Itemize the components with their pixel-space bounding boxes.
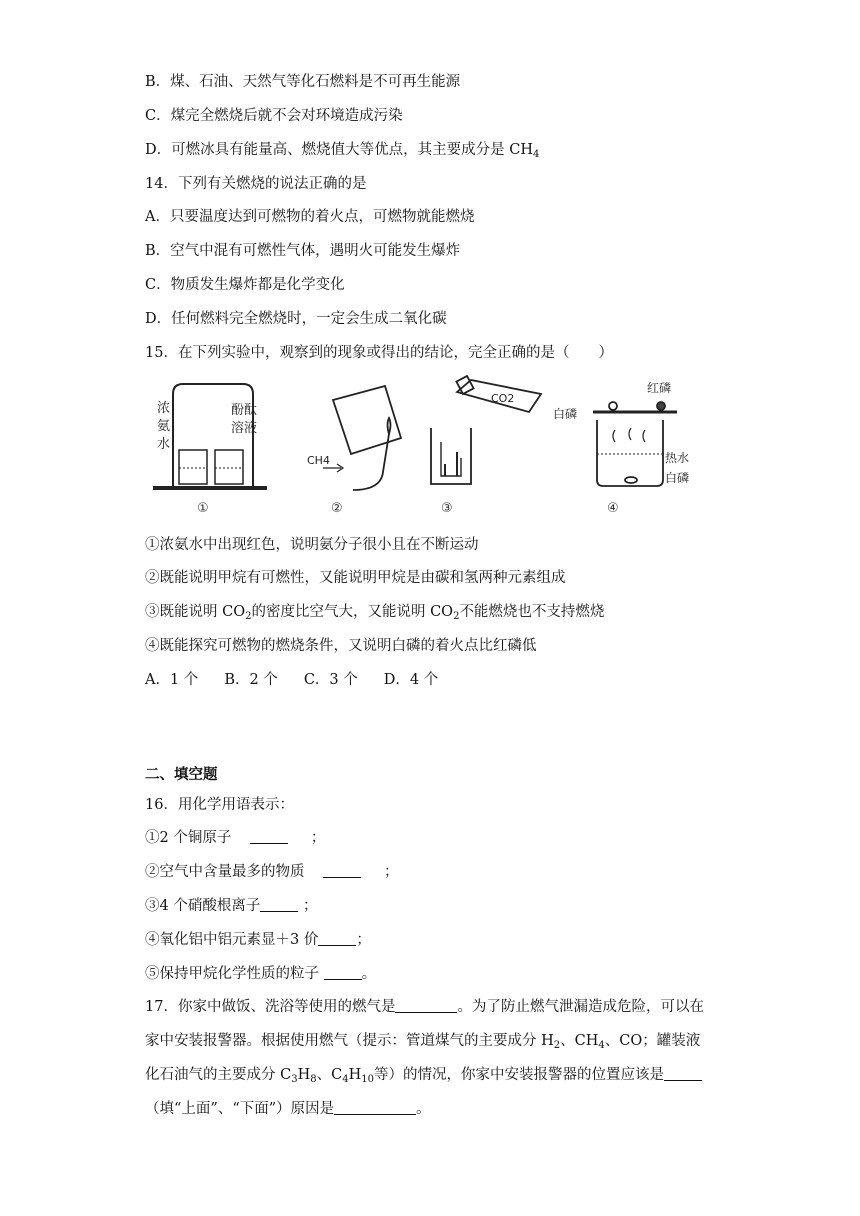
q15-option-b: B．2 个 [224,672,278,688]
label-co2: CO2 [491,392,515,405]
q13-option-c: C．煤完全燃烧后就不会对环境造成污染 [145,108,403,124]
q16-item-2: ②空气中含量最多的物质 ； [145,864,399,880]
q16-item-3: ③4 个硝酸根离子 ； [145,898,318,914]
experiment-1-bell-jar [153,384,267,488]
q14-option-d: D．任何燃料完全燃烧时，一定会生成二氧化碳 [145,311,447,327]
q13-option-d: D．可燃冰具有能量高、燃烧值大等优点，其主要成分是 $CH_4$ [145,142,540,160]
label-phenol-1: 酚酞 [231,403,258,418]
q16-item-4: ④氧化铝中铝元素显＋3 价 ； [145,932,371,948]
label-phenol-2: 溶液 [231,421,258,436]
q15-statement-1: ①浓氨水中出现红色，说明氨分子很小且在不断运动 [145,537,479,553]
q14-option-b: B．空气中混有可燃性气体，遇明火可能发生爆炸 [145,243,461,259]
q15-stem: 15．在下列实验中，观察到的现象或得出的结论，完全正确的是（ ） [145,345,613,361]
q17-line-1: 17．你家中做饭、洗浴等使用的燃气是 。为了防止燃气泄漏造成危险，可以在 [145,999,704,1015]
experiment-figure [145,372,695,522]
section-title-fill-blank: 二、填空题 [145,766,218,783]
label-white-phosphorus-bottom: 白磷 [665,471,690,485]
answer-blank [334,1100,416,1115]
label-conc-1: 浓 [157,401,171,416]
label-white-phosphorus-left: 白磷 [553,407,578,421]
q14-option-a: A．只要温度达到可燃物的着火点，可燃物就能燃烧 [145,209,475,225]
q17-line-2: 家中安装报警器。根据使用燃气（提示：管道煤气的主要成分 $H_2$、$CH_4$、CO；罐装液 [145,1033,701,1051]
figure-number-2: ② [331,501,343,516]
q15-option-d: D．4 个 [383,672,439,688]
q16-stem: 16．用化学用语表示： [145,797,294,813]
answer-blank [260,897,298,912]
experiment-2-methane [323,386,401,490]
q13-option-b: B．煤、石油、天然气等化石燃料是不可再生能源 [145,74,461,90]
q14-stem: 14．下列有关燃烧的说法正确的是 [145,176,367,192]
figure-number-3: ③ [441,501,453,516]
q15-statement-4: ④既能探究可燃物的燃烧条件，又说明白磷的着火点比红磷低 [145,638,537,654]
figure-number-1: ① [197,501,209,516]
q15-options [145,670,464,690]
q15-statement-2: ②既能说明甲烷有可燃性，又能说明甲烷是由碳和氢两种元素组成 [145,570,566,586]
experiment-3-co2 [431,376,541,484]
q14-option-c: C．物质发生爆炸都是化学变化 [145,277,345,293]
answer-blank [318,931,356,946]
label-conc-2: 氨 [157,419,171,434]
q15-option-a: A．1 个 [145,672,199,688]
label-ch4: CH4 [307,454,330,467]
label-hot-water: 热水 [665,451,690,465]
answer-blank [250,829,288,844]
answer-blank [395,998,457,1013]
answer-blank [664,1066,702,1081]
q16-item-1: ①2 个铜原子 ； [145,830,326,846]
q17-line-3: 化石油气的主要成分 $C_3H_8$、$C_4H_{10}$等）的情况，你家中安装报警器的位置应该是 [145,1065,702,1090]
label-conc-3: 水 [157,437,171,452]
q15-statement-3: ③既能说明 $CO_2$的密度比空气大，又能说明 $CO_2$不能燃烧也不支持燃烧 [145,604,605,622]
q17-line-4: （填“上面”、“下面”）原因是 。 [145,1101,431,1117]
answer-blank [324,965,362,980]
answer-blank [323,863,361,878]
q15-option-c: C．3 个 [303,672,358,688]
label-red-phosphorus: 红磷 [647,381,672,395]
figure-number-4: ④ [607,501,619,516]
q16-item-5: ⑤保持甲烷化学性质的粒子 。 [145,966,377,982]
